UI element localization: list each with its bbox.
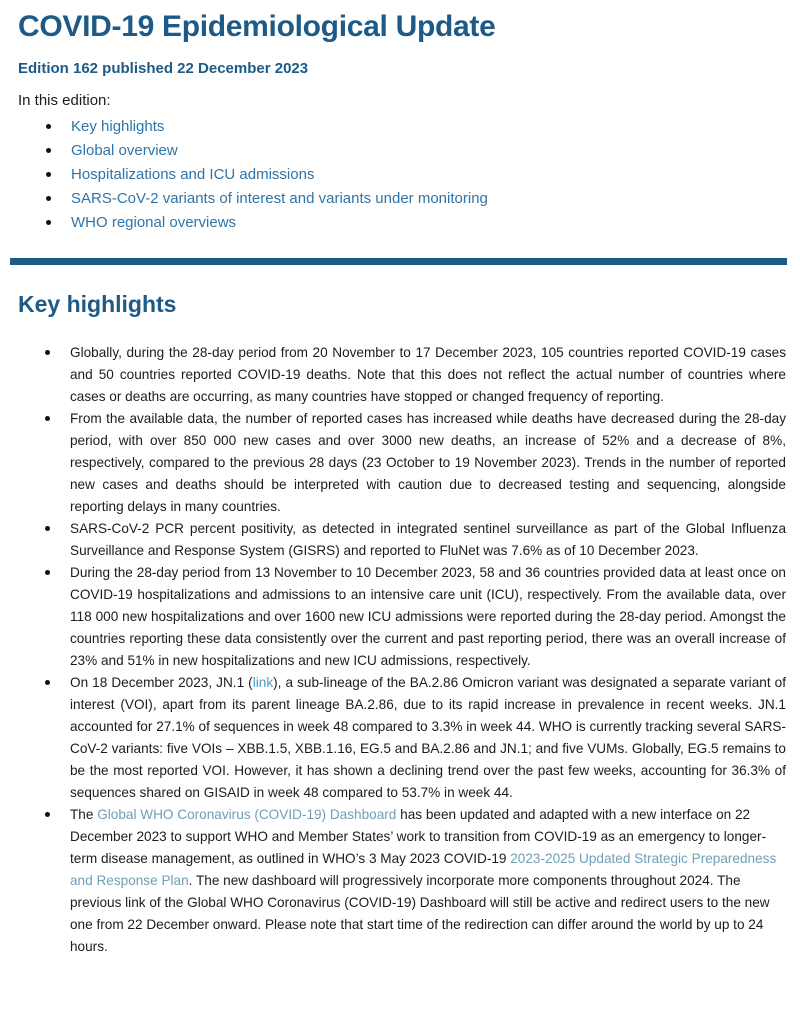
inline-link[interactable]: link [252,675,274,690]
inline-link[interactable]: Global WHO Coronavirus (COVID-19) Dashboard [97,807,397,822]
bullet-marker [46,124,51,129]
highlight-item [0,672,800,804]
toc-item [0,163,800,187]
bullet-marker [45,570,50,575]
highlight-text: From the available data, the number of reported cases has increased while deaths have decreased during the 28-day period, with over 850 000 new cases and over 3000 new deaths, an increase of 52% and a decrease of 8%, respectively, compared to the previous 28 days (23 October to 19 November 2023). Trends in the number of reported new cases and deaths should be interpreted with caution due to decreased testing and sequencing, alongside reporting delays in many countries. [70,411,786,514]
highlight-item [0,518,800,562]
bullet-marker [45,350,50,355]
toc-item [0,139,800,163]
highlight-item [0,562,800,672]
highlight-text: . The new dashboard will progressively incorporate more components throughout 2024. The previous link of the Global WHO Coronavirus (COVID-19) Dashboard will still be active and redirect users to the new one from 22 December onward. Please note that start time of the redirection can differ around the world by up to 24 hours. [70,873,770,954]
toc-item [0,115,800,139]
highlight-item [0,804,800,958]
bullet-marker [46,148,51,153]
key-highlights-list [0,342,800,958]
toc-link[interactable]: SARS-CoV-2 variants of interest and variants under monitoring [71,190,488,207]
inline-link[interactable]: 2023-2025 Updated Strategic Preparedness and Response Plan [70,851,777,888]
toc-item [0,187,800,211]
highlight-text: Globally, during the 28-day period from 20 November to 17 December 2023, 105 countries reported COVID-19 cases and 50 countries reported COVID-19 deaths. Note that this does not reflect the actual number of countries where cases or deaths are occurring, as many countries have stopped or changed frequency of reporting. [70,345,786,404]
bullet-marker [46,196,51,201]
highlight-text: has been updated and adapted with a new interface on 22 December 2023 to support WHO and Member States’ work to transition from COVID-19 as an emergency to longer-term disease management, as outlined in WHO’s 3 May 2023 COVID-19 [70,807,767,866]
highlight-text: SARS-CoV-2 PCR percent positivity, as detected in integrated sentinel surveillance as part of the Global Influenza Surveillance and Response System (GISRS) and reported to FluNet was 7.6% as of 10 December 2023. [70,521,786,558]
bullet-marker [45,416,50,421]
toc-link[interactable]: Key highlights [71,118,165,135]
toc-link[interactable]: WHO regional overviews [71,214,237,231]
key-highlights-heading: Key highlights [18,291,177,317]
bullet-marker [46,220,51,225]
edition-line: Edition 162 published 22 December 2023 [18,60,309,77]
highlight-item [0,342,800,408]
highlight-text: The [70,807,98,822]
section-divider [10,258,787,265]
bullet-marker [45,812,50,817]
bullet-marker [45,526,50,531]
bullet-marker [46,172,51,177]
highlight-text: On 18 December 2023, JN.1 ( [70,675,253,690]
toc-item [0,211,800,235]
page-title: COVID-19 Epidemiological Update [18,10,496,43]
in-this-edition-label: In this edition: [18,92,111,109]
highlight-text: ), a sub-lineage of the BA.2.86 Omicron variant was designated a separate variant of interest (VOI), apart from its parent lineage BA.2.86, due to its rapid increase in prevalence in recent weeks. JN.1 accounted for 27.1% of sequences in week 48 compared to 3.3% in week 44. WHO is currently tracking several SARS-CoV-2 variants: five VOIs – XBB.1.5, XBB.1.16, EG.5 and BA.2.86 and JN.1; and five VUMs. Globally, EG.5 remains to be the most reported VOI. However, it has shown a declining trend over the past few weeks, accounting for 36.3% of sequences shared on GISAID in week 48 compared to 53.7% in week 44. [70,675,786,800]
toc-link[interactable]: Global overview [71,142,178,159]
edition-toc [0,115,800,235]
toc-link[interactable]: Hospitalizations and ICU admissions [71,166,315,183]
highlight-text: During the 28-day period from 13 November to 10 December 2023, 58 and 36 countries provided data at least once on COVID-19 hospitalizations and admissions to an intensive care unit (ICU), respectively. From the available data, over 118 000 new hospitalizations and over 1600 new ICU admissions were reported during the 28-day period. Amongst the countries reporting these data consistently over the current and past reporting period, there was an overall increase of 23% and 51% in new hospitalizations and new ICU admissions, respectively. [70,565,786,668]
bullet-marker [45,680,50,685]
highlight-item [0,408,800,518]
